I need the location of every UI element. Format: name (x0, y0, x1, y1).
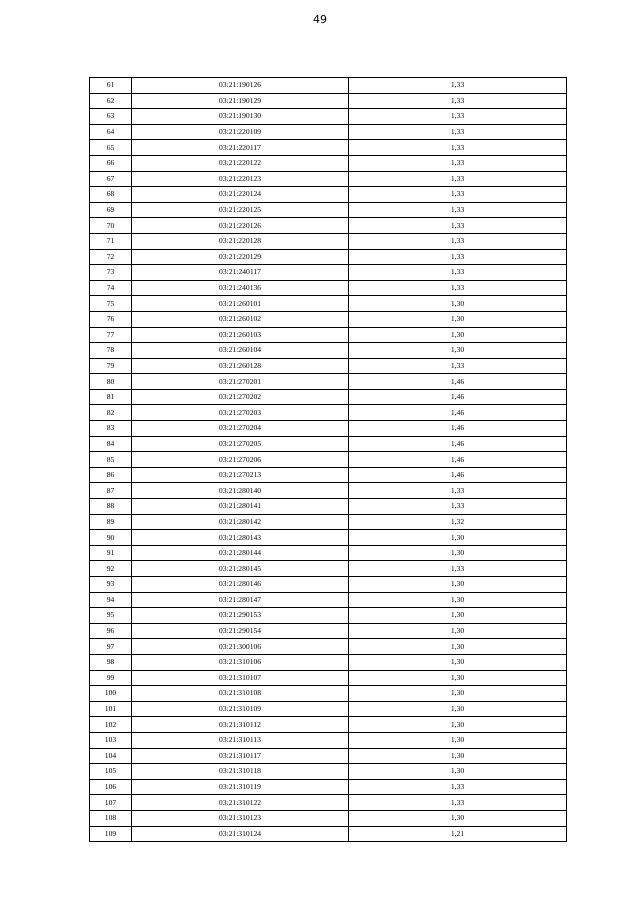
table-row (90, 187, 567, 203)
table-row (90, 623, 567, 639)
row-number-cell: 62 (90, 93, 132, 109)
row-number-cell: 103 (90, 732, 132, 748)
code-cell: 03:21:280144 (132, 545, 349, 561)
value-cell: 1,33 (349, 171, 567, 187)
code-cell: 03:21:260128 (132, 358, 349, 374)
table-body (90, 78, 567, 842)
value-cell: 1,33 (349, 561, 567, 577)
table-row (90, 608, 567, 624)
value-cell: 1,30 (349, 327, 567, 343)
table-row (90, 265, 567, 281)
value-cell: 1,30 (349, 530, 567, 546)
table-row (90, 701, 567, 717)
row-number-cell: 91 (90, 545, 132, 561)
table-row (90, 389, 567, 405)
row-number-cell: 71 (90, 233, 132, 249)
code-cell: 03:21:310107 (132, 670, 349, 686)
code-cell: 03:21:220122 (132, 155, 349, 171)
row-number-cell: 78 (90, 343, 132, 359)
code-cell: 03:21:310122 (132, 795, 349, 811)
row-number-cell: 102 (90, 717, 132, 733)
value-cell: 1,30 (349, 639, 567, 655)
code-cell: 03:21:310123 (132, 810, 349, 826)
table-row (90, 280, 567, 296)
table-row (90, 452, 567, 468)
row-number-cell: 70 (90, 218, 132, 234)
code-cell: 03:21:310118 (132, 764, 349, 780)
code-cell: 03:21:280142 (132, 514, 349, 530)
value-cell: 1,30 (349, 717, 567, 733)
row-number-cell: 98 (90, 654, 132, 670)
value-cell: 1,21 (349, 826, 567, 842)
value-cell: 1,46 (349, 405, 567, 421)
page-number: 49 (313, 13, 327, 26)
row-number-cell: 65 (90, 140, 132, 156)
code-cell: 03:21:310109 (132, 701, 349, 717)
value-cell: 1,30 (349, 608, 567, 624)
code-cell: 03:21:270213 (132, 467, 349, 483)
row-number-cell: 101 (90, 701, 132, 717)
table-row (90, 171, 567, 187)
value-cell: 1,33 (349, 109, 567, 125)
table-row (90, 467, 567, 483)
value-cell: 1,33 (349, 795, 567, 811)
value-cell: 1,32 (349, 514, 567, 530)
table-row (90, 249, 567, 265)
code-cell: 03:21:260104 (132, 343, 349, 359)
value-cell: 1,46 (349, 452, 567, 468)
value-cell: 1,30 (349, 545, 567, 561)
code-cell: 03:21:260102 (132, 311, 349, 327)
value-cell: 1,33 (349, 140, 567, 156)
value-cell: 1,33 (349, 155, 567, 171)
code-cell: 03:21:280140 (132, 483, 349, 499)
value-cell: 1,33 (349, 233, 567, 249)
table-row (90, 592, 567, 608)
value-cell: 1,33 (349, 202, 567, 218)
row-number-cell: 68 (90, 187, 132, 203)
code-cell: 03:21:310106 (132, 654, 349, 670)
value-cell: 1,30 (349, 748, 567, 764)
value-cell: 1,46 (349, 467, 567, 483)
code-cell: 03:21:290154 (132, 623, 349, 639)
code-cell: 03:21:270206 (132, 452, 349, 468)
table-row (90, 202, 567, 218)
code-cell: 03:21:310124 (132, 826, 349, 842)
row-number-cell: 69 (90, 202, 132, 218)
table-row (90, 109, 567, 125)
value-cell: 1,46 (349, 389, 567, 405)
row-number-cell: 96 (90, 623, 132, 639)
table-row (90, 530, 567, 546)
value-cell: 1,33 (349, 93, 567, 109)
value-cell: 1,30 (349, 343, 567, 359)
table-row (90, 514, 567, 530)
table-row (90, 358, 567, 374)
data-table (89, 77, 567, 842)
table-row (90, 717, 567, 733)
row-number-cell: 83 (90, 421, 132, 437)
value-cell: 1,30 (349, 311, 567, 327)
code-cell: 03:21:220117 (132, 140, 349, 156)
value-cell: 1,33 (349, 187, 567, 203)
row-number-cell: 108 (90, 810, 132, 826)
value-cell: 1,33 (349, 78, 567, 94)
row-number-cell: 75 (90, 296, 132, 312)
row-number-cell: 82 (90, 405, 132, 421)
value-cell: 1,33 (349, 280, 567, 296)
code-cell: 03:21:190129 (132, 93, 349, 109)
row-number-cell: 95 (90, 608, 132, 624)
code-cell: 03:21:220126 (132, 218, 349, 234)
row-number-cell: 76 (90, 311, 132, 327)
table-row (90, 296, 567, 312)
row-number-cell: 64 (90, 124, 132, 140)
row-number-cell: 93 (90, 577, 132, 593)
table-row (90, 218, 567, 234)
value-cell: 1,46 (349, 374, 567, 390)
row-number-cell: 77 (90, 327, 132, 343)
code-cell: 03:21:190126 (132, 78, 349, 94)
code-cell: 03:21:280141 (132, 499, 349, 515)
row-number-cell: 106 (90, 779, 132, 795)
table-row (90, 311, 567, 327)
value-cell: 1,30 (349, 577, 567, 593)
value-cell: 1,30 (349, 764, 567, 780)
value-cell: 1,30 (349, 701, 567, 717)
table-row (90, 233, 567, 249)
value-cell: 1,33 (349, 265, 567, 281)
code-cell: 03:21:220125 (132, 202, 349, 218)
value-cell: 1,33 (349, 358, 567, 374)
table-row (90, 343, 567, 359)
code-cell: 03:21:260101 (132, 296, 349, 312)
value-cell: 1,30 (349, 686, 567, 702)
row-number-cell: 81 (90, 389, 132, 405)
code-cell: 03:21:240136 (132, 280, 349, 296)
value-cell: 1,30 (349, 296, 567, 312)
code-cell: 03:21:270205 (132, 436, 349, 452)
row-number-cell: 90 (90, 530, 132, 546)
value-cell: 1,30 (349, 592, 567, 608)
row-number-cell: 66 (90, 155, 132, 171)
row-number-cell: 88 (90, 499, 132, 515)
code-cell: 03:21:270203 (132, 405, 349, 421)
code-cell: 03:21:220129 (132, 249, 349, 265)
value-cell: 1,33 (349, 218, 567, 234)
table-row (90, 155, 567, 171)
table-row (90, 577, 567, 593)
value-cell: 1,33 (349, 779, 567, 795)
value-cell: 1,33 (349, 124, 567, 140)
code-cell: 03:21:280147 (132, 592, 349, 608)
value-cell: 1,30 (349, 654, 567, 670)
table-row (90, 78, 567, 94)
row-number-cell: 99 (90, 670, 132, 686)
row-number-cell: 80 (90, 374, 132, 390)
value-cell: 1,33 (349, 249, 567, 265)
table-row (90, 140, 567, 156)
table-row (90, 779, 567, 795)
code-cell: 03:21:220123 (132, 171, 349, 187)
code-cell: 03:21:310112 (132, 717, 349, 733)
row-number-cell: 79 (90, 358, 132, 374)
code-cell: 03:21:280145 (132, 561, 349, 577)
row-number-cell: 73 (90, 265, 132, 281)
code-cell: 03:21:270201 (132, 374, 349, 390)
row-number-cell: 84 (90, 436, 132, 452)
code-cell: 03:21:310108 (132, 686, 349, 702)
row-number-cell: 105 (90, 764, 132, 780)
code-cell: 03:21:240117 (132, 265, 349, 281)
row-number-cell: 63 (90, 109, 132, 125)
code-cell: 03:21:220124 (132, 187, 349, 203)
row-number-cell: 72 (90, 249, 132, 265)
table-row (90, 670, 567, 686)
row-number-cell: 104 (90, 748, 132, 764)
value-cell: 1,30 (349, 732, 567, 748)
row-number-cell: 94 (90, 592, 132, 608)
table-row (90, 686, 567, 702)
code-cell: 03:21:290153 (132, 608, 349, 624)
row-number-cell: 97 (90, 639, 132, 655)
value-cell: 1,46 (349, 421, 567, 437)
row-number-cell: 74 (90, 280, 132, 296)
table-row (90, 405, 567, 421)
code-cell: 03:21:310119 (132, 779, 349, 795)
table-row (90, 124, 567, 140)
table-row (90, 436, 567, 452)
table-row (90, 327, 567, 343)
table-row (90, 748, 567, 764)
table-row (90, 545, 567, 561)
table-row (90, 483, 567, 499)
table-row (90, 795, 567, 811)
code-cell: 03:21:300106 (132, 639, 349, 655)
value-cell: 1,33 (349, 499, 567, 515)
code-cell: 03:21:220128 (132, 233, 349, 249)
code-cell: 03:21:220109 (132, 124, 349, 140)
table-row (90, 654, 567, 670)
value-cell: 1,30 (349, 623, 567, 639)
row-number-cell: 67 (90, 171, 132, 187)
table-row (90, 499, 567, 515)
code-cell: 03:21:260103 (132, 327, 349, 343)
row-number-cell: 86 (90, 467, 132, 483)
value-cell: 1,33 (349, 483, 567, 499)
table-row (90, 93, 567, 109)
table-row (90, 561, 567, 577)
code-cell: 03:21:280146 (132, 577, 349, 593)
table-row (90, 421, 567, 437)
row-number-cell: 89 (90, 514, 132, 530)
row-number-cell: 87 (90, 483, 132, 499)
row-number-cell: 85 (90, 452, 132, 468)
row-number-cell: 92 (90, 561, 132, 577)
code-cell: 03:21:310113 (132, 732, 349, 748)
value-cell: 1,46 (349, 436, 567, 452)
table-row (90, 374, 567, 390)
code-cell: 03:21:190130 (132, 109, 349, 125)
row-number-cell: 61 (90, 78, 132, 94)
table-row (90, 639, 567, 655)
table-row (90, 764, 567, 780)
code-cell: 03:21:270202 (132, 389, 349, 405)
row-number-cell: 109 (90, 826, 132, 842)
row-number-cell: 100 (90, 686, 132, 702)
value-cell: 1,30 (349, 810, 567, 826)
table-row (90, 810, 567, 826)
table-row (90, 732, 567, 748)
code-cell: 03:21:280143 (132, 530, 349, 546)
row-number-cell: 107 (90, 795, 132, 811)
code-cell: 03:21:310117 (132, 748, 349, 764)
value-cell: 1,30 (349, 670, 567, 686)
table-row (90, 826, 567, 842)
code-cell: 03:21:270204 (132, 421, 349, 437)
